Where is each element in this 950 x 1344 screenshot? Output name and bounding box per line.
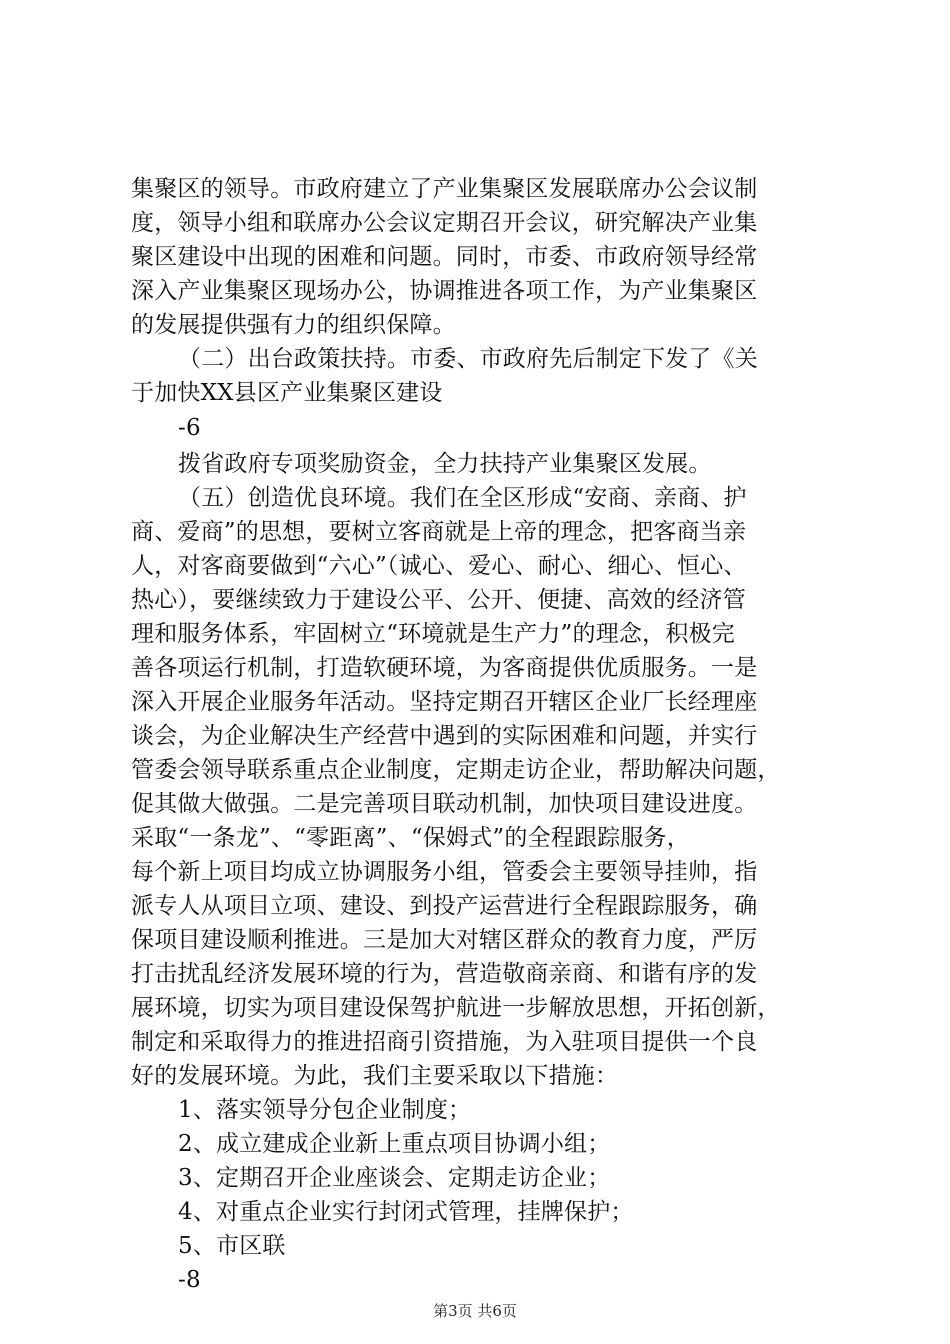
body-line: 集聚区的领导。市政府建立了产业集聚区发展联席办公会议制 <box>131 176 758 202</box>
body-line: 展环境，切实为项目建设保驾护航进一步解放思想，开拓创新， <box>131 995 781 1021</box>
body-line: 善各项运行机制，打造软硬环境，为客商提供优质服务。一是 <box>131 655 758 681</box>
page-number-footer: 第3页 共6页 <box>433 1302 517 1320</box>
page-fragment-marker: -6 <box>178 415 201 441</box>
body-line: 打击扰乱经济发展环境的行为，营造敬商亲商、和谐有序的发 <box>131 961 758 987</box>
page-fragment-marker: -8 <box>178 1267 201 1293</box>
body-line: 管委会领导联系重点企业制度，定期走访企业，帮助解决问题， <box>131 757 781 783</box>
list-item: 1、落实领导分包企业制度； <box>178 1097 472 1123</box>
list-item: 3、定期召开企业座谈会、定期走访企业； <box>178 1165 611 1191</box>
section-heading-line: （二）出台政策扶持。市委、市政府先后制定下发了《关 <box>178 346 758 372</box>
body-line: 理和服务体系，牢固树立“环境就是生产力”的理念，积极完 <box>131 621 735 647</box>
list-item: 5、市区联 <box>178 1233 286 1259</box>
body-line: 谈会，为企业解决生产经营中遇到的实际困难和问题，并实行 <box>131 723 758 749</box>
body-line: 深入开展企业服务年活动。坚持定期召开辖区企业厂长经理座 <box>131 689 758 715</box>
section-heading-line: （五）创造优良环境。我们在全区形成“安商、亲商、护 <box>178 485 747 511</box>
body-line: 度，领导小组和联席办公会议定期召开会议，研究解决产业集 <box>131 210 758 236</box>
body-line: 制定和采取得力的推进招商引资措施，为入驻项目提供一个良 <box>131 1029 758 1055</box>
body-line: 每个新上项目均成立协调服务小组，管委会主要领导挂帅，指 <box>131 859 758 885</box>
body-line: 深入产业集聚区现场办公，协调推进各项工作，为产业集聚区 <box>131 278 758 304</box>
body-line: 好的发展环境。为此，我们主要采取以下措施： <box>131 1063 619 1089</box>
body-line: 的发展提供强有力的组织保障。 <box>131 312 456 338</box>
list-item: 4、对重点企业实行封闭式管理，挂牌保护； <box>178 1199 634 1225</box>
body-line: 采取“一条龙”、“零距离”、“保姆式”的全程跟踪服务， <box>131 825 690 851</box>
body-line: 热心），要继续致力于建设公平、公开、便捷、高效的经济管 <box>131 587 746 613</box>
body-line: 派专人从项目立项、建设、到投产运营进行全程跟踪服务，确 <box>131 893 758 919</box>
list-item: 2、成立建成企业新上重点项目协调小组； <box>178 1131 611 1157</box>
body-line: 人，对客商要做到“六心”（诚心、爱心、耐心、细心、恒心、 <box>131 553 747 579</box>
body-line: 促其做大做强。二是完善项目联动机制，加快项目建设进度。 <box>131 791 758 817</box>
body-line: 保项目建设顺利推进。三是加大对辖区群众的教育力度，严厉 <box>131 927 758 953</box>
body-line: 聚区建设中出现的困难和问题。同时，市委、市政府领导经常 <box>131 244 758 270</box>
body-line: 拨省政府专项奖励资金，全力扶持产业集聚区发展。 <box>178 451 712 477</box>
body-line: 商、爱商”的思想，要树立客商就是上帝的理念，把客商当亲 <box>131 519 747 545</box>
body-line: 于加快XX县区产业集聚区建设 <box>131 380 443 406</box>
